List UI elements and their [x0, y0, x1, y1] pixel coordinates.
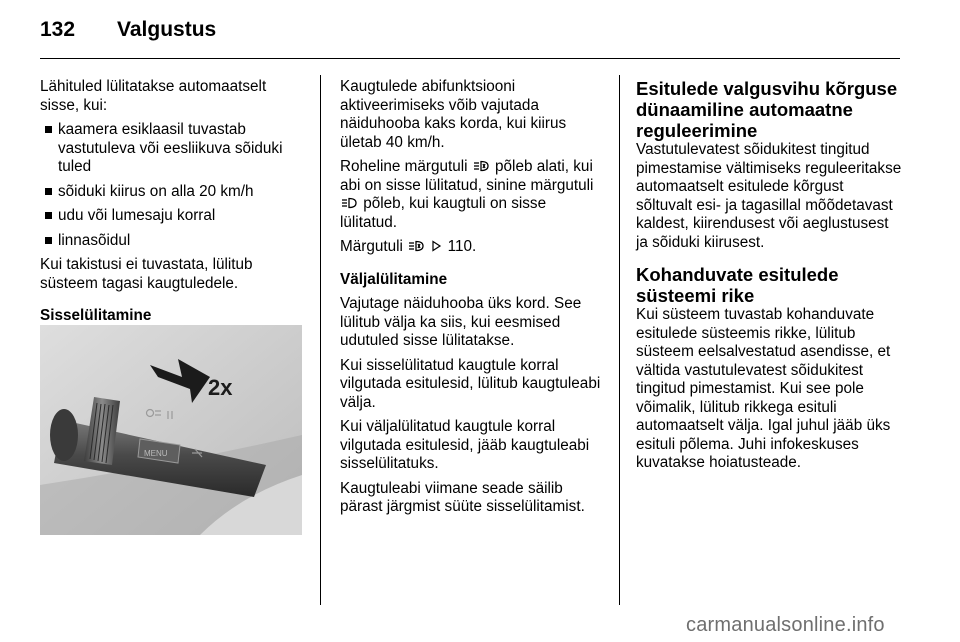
list-item: [40, 121, 305, 177]
bullet-square: [45, 188, 52, 195]
fallback-text: Kui takistusi ei tuvastata, lülitub süsteem tagasi kaugtuledele.: [40, 256, 253, 292]
column-divider-right: [619, 75, 620, 605]
header-rule: [40, 58, 900, 59]
page-header: [40, 18, 920, 58]
subheading-deactivation: Väljalülitamine: [340, 270, 448, 288]
paragraph-reference: [340, 238, 605, 257]
page-reference-arrow-icon: [431, 240, 442, 252]
page-reference: 110.: [447, 238, 477, 255]
section-heading-levelling: Esitulede valgusvihu kõrguse dünaamiline automaatne reguleerimine: [636, 78, 898, 141]
paragraph: Vajutage näiduhooba üks kord. See lülitub välja ka siis, kui eesmised udutuled sisse lülitatakse.: [340, 295, 582, 349]
text-fragment: Roheline märgutuli: [340, 158, 468, 175]
text-fragment: põleb alati, kui abi on sisse lülitatud, sinine märgutuli: [340, 158, 594, 194]
high-beam-icon: [341, 197, 358, 209]
high-beam-assist-icon: [473, 160, 490, 172]
intro-text: Lähituled lülitatakse automaatselt sisse, kui:: [40, 78, 267, 114]
paragraph: Vastutulevatest sõidukitest tingitud pimestamise vältimiseks reguleeritakse automaatselt esitulede kõrgust sõltuvalt esi- ja tagasillal mõõdetavast kaldest, kiirendusest või aeglustusest ja sõiduki kiirusest.: [636, 141, 902, 251]
paragraph-indicators: [340, 158, 605, 232]
page-number: 132: [40, 18, 76, 41]
list-item: [40, 232, 305, 251]
column-2: [340, 78, 605, 523]
paragraph: Kui väljalülitatud kaugtule korral vilgutada esitulesid, jääb kaugtuleabi sisselülitatuks.: [340, 418, 590, 472]
paragraph: Kaugtuleabi viimane seade säilib pärast järgmist süüte sisselülitamist.: [340, 479, 585, 515]
text-fragment: Märgutuli: [340, 238, 403, 255]
list-item: [40, 207, 305, 226]
headlight-stalk-figure: [40, 325, 302, 535]
column-1: [40, 78, 305, 332]
list-item-text: linnasõidul: [58, 231, 131, 249]
list-item-text: kaamera esiklaasil tuvastab vastutuleva või eesliikuva sõiduki tuled: [58, 121, 283, 175]
column-divider-left: [320, 75, 321, 605]
list-item: [40, 183, 305, 202]
paragraph: Kaugtulede abifunktsiooni aktiveerimiseks võib vajutada näiduhooba kaks korda, kui kiirus ületab 40 km/h.: [340, 78, 567, 151]
arrow-label: 2x: [208, 375, 233, 400]
bullet-square: [45, 237, 52, 244]
bullet-square: [45, 126, 52, 133]
page-title: Valgustus: [117, 18, 217, 41]
section-heading-fault: Kohanduvate esitulede süsteemi rike: [636, 264, 839, 306]
paragraph: Kui süsteem tuvastab kohanduvate esitulede süsteemis rikke, lülitub süsteem eelsalvestatud asendisse, et vältida vastutulevatest sõidukitest tingitud pimestamist. Kui see pole võimalik, lülitub rikkega esituli automaatselt välja. Igal juhul jääb üks esituli põlema. Juhi infokeskuses kuvatakse hoiatusteade.: [636, 306, 891, 471]
list-item-text: sõiduki kiirus on alla 20 km/h: [58, 182, 254, 200]
watermark: carmanualsonline.info: [686, 614, 885, 636]
high-beam-assist-icon: [408, 240, 425, 252]
svg-text:MENU: MENU: [144, 449, 168, 458]
text-fragment: põleb, kui kaugtuli on sisse lülitatud.: [340, 195, 547, 231]
paragraph: Kui sisselülitatud kaugtule korral vilgutada esitulesid, lülitub kaugtuleabi välja.: [340, 356, 601, 411]
bullet-square: [45, 212, 52, 219]
list-item-text: udu või lumesaju korral: [58, 207, 216, 224]
subheading-activation: Sisselülitamine: [40, 307, 152, 324]
column-3: [636, 78, 902, 479]
